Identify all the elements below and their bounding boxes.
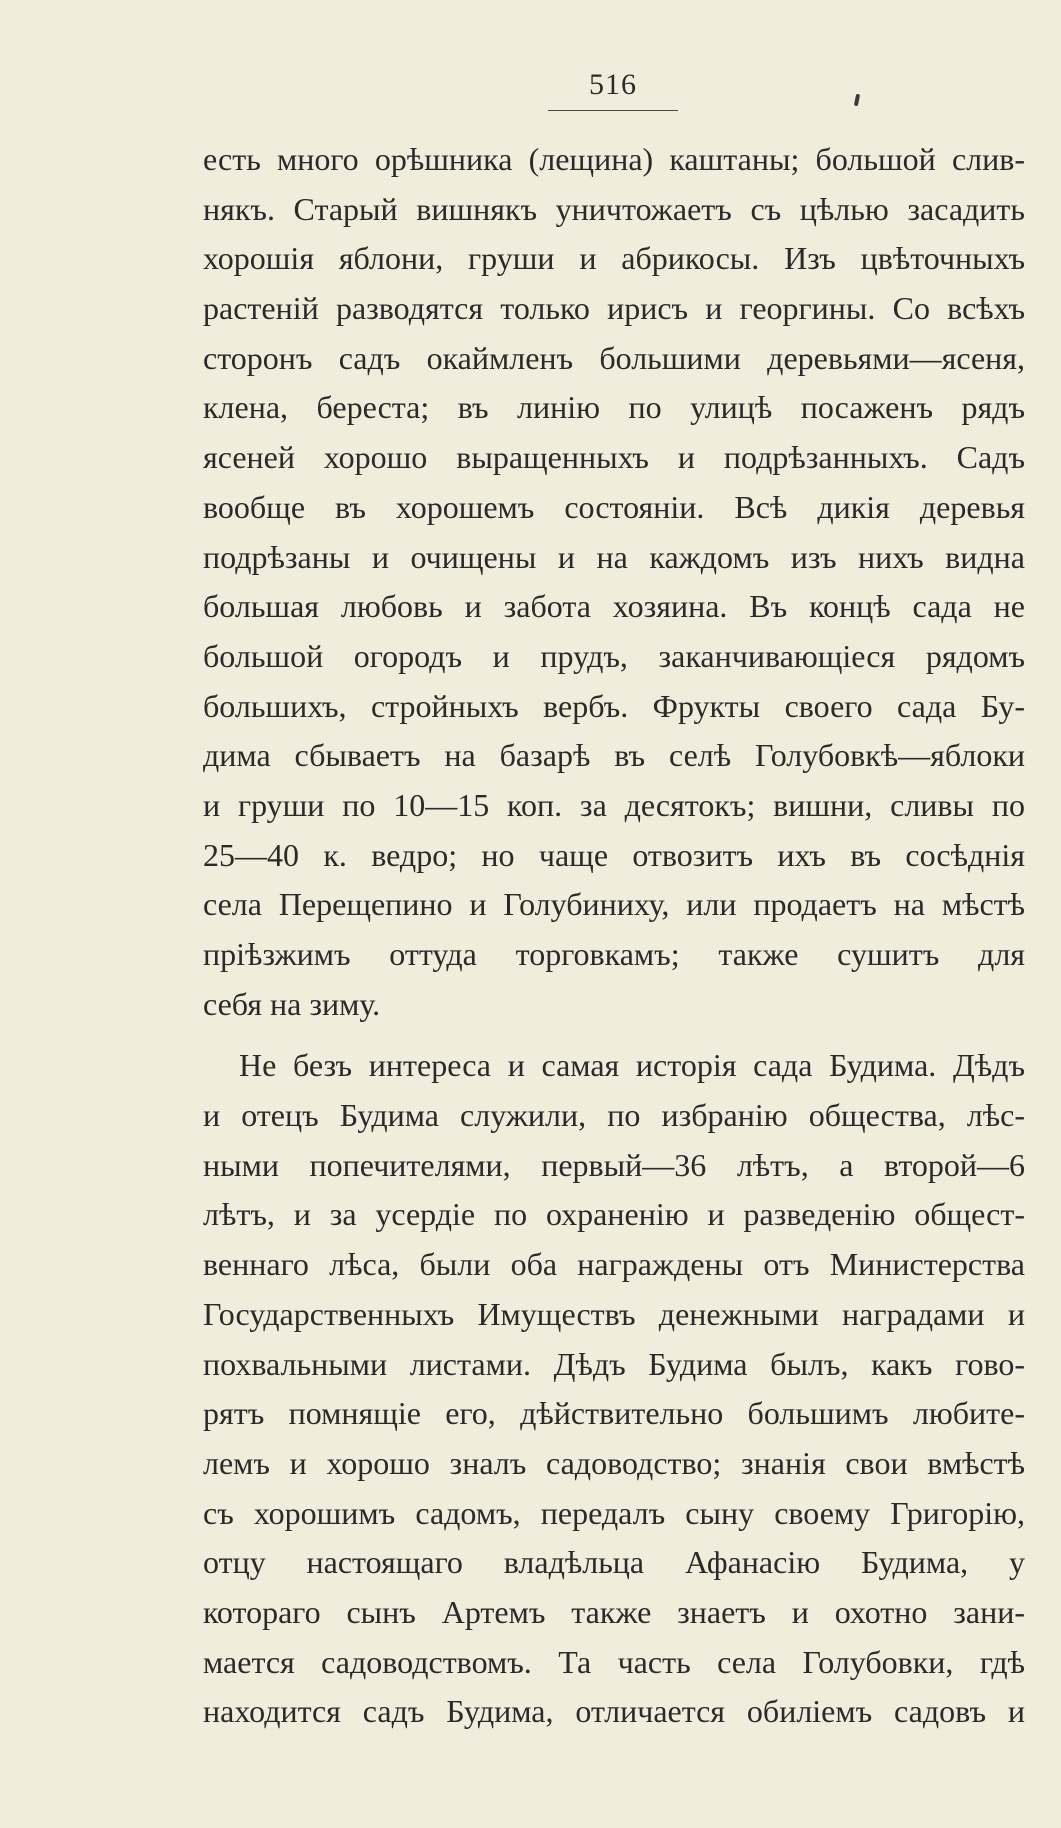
text-line: ясеней хорошо выращенныхъ и подрѣзанныхъ. Садъ bbox=[203, 439, 1025, 476]
text-line: большая любовь и забота хозяина. Въ концѣ сада не bbox=[203, 588, 1025, 625]
paragraph-gap bbox=[203, 1029, 1025, 1041]
text-line: 25—40 к. ведро; но чаще отвозитъ ихъ въ сосѣднія bbox=[203, 836, 1025, 873]
text-line: отцу настоящаго владѣльца Афанасію Будима, у bbox=[203, 1544, 1025, 1581]
text-line: и груши по 10—15 коп. за десятокъ; вишни, сливы по bbox=[203, 786, 1025, 823]
text-line: клена, береста; въ линію по улицѣ посаженъ рядъ bbox=[203, 389, 1025, 426]
text-line: находится садъ Будима, отличается обиліемъ садовъ и bbox=[203, 1693, 1025, 1730]
ink-speck bbox=[854, 94, 860, 107]
text-line: вообще въ хорошемъ состояніи. Всѣ дикія деревья bbox=[203, 488, 1025, 525]
text-line: подрѣзаны и очищены и на каждомъ изъ нихъ видна bbox=[203, 538, 1025, 575]
page-number-rule bbox=[548, 110, 678, 111]
text-line: съ хорошимъ садомъ, передалъ сыну своему Григорію, bbox=[203, 1494, 1025, 1531]
text-line: рятъ помнящіе его, дѣйствительно большимъ любите- bbox=[203, 1395, 1025, 1432]
text-line: пріѣзжимъ оттуда торговкамъ; также сушитъ для bbox=[203, 936, 1025, 972]
text-line: сторонъ садъ окаймленъ большими деревьями—ясеня, bbox=[203, 339, 1025, 376]
text-line: Не безъ интереса и самая исторія сада Будима. Дѣдъ bbox=[239, 1047, 1025, 1084]
text-line: большой огородъ и прудъ, заканчивающіеся рядомъ bbox=[203, 637, 1025, 674]
text-line: котораго сынъ Артемъ также знаетъ и охотно зани- bbox=[203, 1593, 1025, 1630]
text-line: някъ. Старый вишнякъ уничтожаетъ съ цѣлью засадить bbox=[203, 190, 1025, 227]
text-line: хорошія яблони, груши и абрикосы. Изъ цвѣточныхъ bbox=[203, 240, 1025, 277]
body-text bbox=[203, 135, 1025, 1737]
text-line: есть много орѣшника (лещина) каштаны; большой слив- bbox=[203, 141, 1025, 177]
text-line: лемъ и хорошо зналъ садоводство; знанія свои вмѣстѣ bbox=[203, 1444, 1025, 1481]
text-line: ными попечителями, первый—36 лѣтъ, а второй—6 bbox=[203, 1146, 1025, 1183]
text-line: веннаго лѣса, были оба награждены отъ Министерства bbox=[203, 1246, 1025, 1283]
text-line: Государственныхъ Имуществъ денежными наградами и bbox=[203, 1295, 1025, 1332]
text-line: большихъ, стройныхъ вербъ. Фрукты своего сада Бу- bbox=[203, 687, 1025, 724]
paragraph-1 bbox=[203, 135, 1025, 1029]
text-line: себя на зиму. bbox=[203, 985, 381, 1022]
text-line: мается садоводствомъ. Та часть села Голубовки, гдѣ bbox=[203, 1643, 1025, 1680]
text-line: дима сбываетъ на базарѣ въ селѣ Голубовкѣ—яблоки bbox=[203, 737, 1025, 774]
text-line: села Перещепино и Голубиниху, или продаетъ на мѣстѣ bbox=[203, 886, 1025, 923]
text-line: лѣтъ, и за усердіе по охраненію и разведенію общест- bbox=[203, 1196, 1025, 1233]
text-line: похвальными листами. Дѣдъ Будима былъ, какъ гово- bbox=[203, 1345, 1025, 1382]
text-line: растеній разводятся только ирисъ и георгины. Со всѣхъ bbox=[203, 290, 1025, 327]
text-line: и отецъ Будима служили, по избранію общества, лѣс- bbox=[203, 1097, 1025, 1134]
page-number: 516 bbox=[589, 68, 637, 101]
paragraph-2 bbox=[203, 1041, 1025, 1737]
